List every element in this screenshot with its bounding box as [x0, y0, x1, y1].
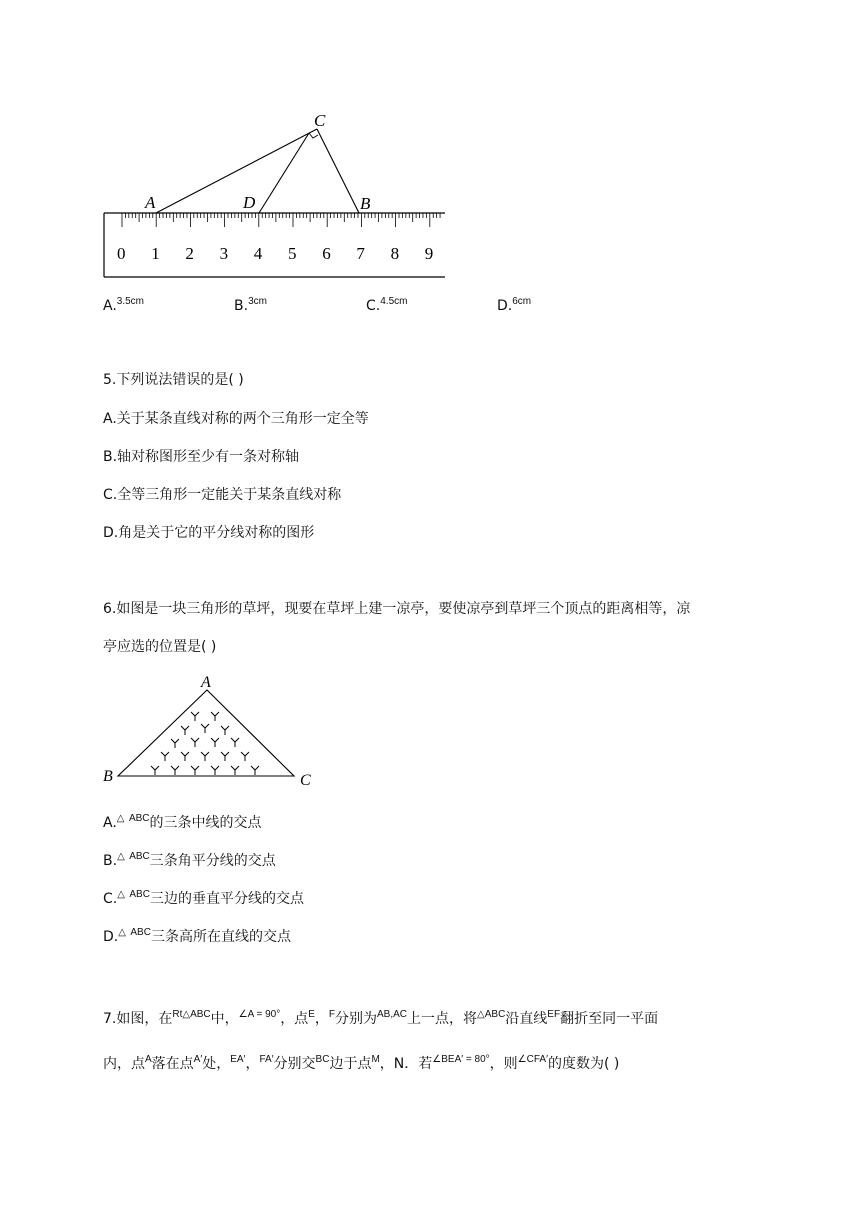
option-letter: B. — [103, 853, 118, 869]
grass-mark — [161, 752, 169, 761]
ruler-number: 8 — [390, 244, 400, 263]
ruler-number: 0 — [117, 244, 126, 263]
option-value: 3cm — [248, 296, 267, 307]
math: A — [145, 1054, 152, 1065]
grass-mark — [181, 726, 189, 735]
text: 翻折至同一平面 — [560, 1011, 659, 1027]
grass-mark — [191, 712, 199, 721]
math: E — [308, 1009, 315, 1020]
text: 处， — [202, 1056, 231, 1072]
option-text: 三条高所在直线的交点 — [150, 929, 291, 945]
q4-option-c — [366, 297, 407, 317]
label-a: A — [201, 674, 211, 691]
text: ，N．若 — [379, 1056, 433, 1072]
option-text: 三条角平分线的交点 — [149, 853, 276, 869]
ruler-number: 4 — [253, 244, 263, 263]
math: EF — [547, 1009, 561, 1020]
triangle-symbol: △ — [118, 927, 126, 938]
right-angle-mark — [309, 133, 318, 138]
label-d: D — [243, 193, 256, 212]
grass-mark — [251, 766, 259, 775]
option-text: 的三条中线的交点 — [149, 815, 262, 831]
text: 边于点 — [329, 1056, 372, 1072]
ruler-number: 9 — [424, 244, 434, 263]
triangle-name: ABC — [130, 927, 151, 938]
q5-option-d: D.角是关于它的平分线对称的图形 — [103, 525, 315, 541]
grass-mark — [231, 766, 239, 775]
text: 内，点 — [103, 1056, 145, 1072]
math: ABC — [190, 1009, 211, 1020]
triangle-name: ABC — [129, 889, 150, 900]
lawn-triangle — [118, 690, 294, 776]
option-letter: C. — [366, 298, 381, 314]
grass-mark — [151, 766, 159, 775]
math: A′ — [193, 1054, 203, 1065]
option-text: 三边的垂直平分线的交点 — [149, 891, 304, 907]
grass-mark — [221, 726, 229, 735]
segment-cd — [259, 133, 309, 213]
ruler-number: 1 — [151, 244, 160, 263]
grass-mark — [211, 712, 219, 721]
text: ， — [314, 1011, 329, 1027]
option-letter: A. — [103, 298, 117, 314]
q6-option-c — [103, 890, 304, 910]
grass-mark — [221, 752, 229, 761]
q7-stem-line2 — [103, 1055, 619, 1075]
triangle-symbol: △ — [117, 889, 125, 900]
q6-stem-line2: 亭应选的位置是( ) — [103, 639, 217, 655]
text: 中， — [210, 1011, 239, 1027]
grass-mark — [171, 766, 179, 775]
triangle-name: ABC — [128, 813, 150, 824]
ruler-number: 3 — [219, 244, 229, 263]
math: ∠BEA′ = 80° — [432, 1054, 490, 1065]
text: 上一点，将 — [407, 1011, 478, 1027]
math: BC — [315, 1054, 330, 1065]
math: △ — [477, 1009, 485, 1020]
ruler-number: 7 — [356, 244, 365, 263]
ruler-triangle-figure — [95, 105, 455, 285]
segment-ac — [156, 129, 317, 213]
option-letter: D. — [497, 298, 513, 314]
label-b: B — [360, 194, 371, 213]
grass-mark — [201, 724, 209, 733]
q5-option-a: A.关于某条直线对称的两个三角形一定全等 — [103, 411, 369, 427]
q5-stem: 5.下列说法错误的是( ) — [103, 372, 244, 388]
option-value: 3.5cm — [116, 296, 145, 307]
label-a: A — [145, 193, 156, 212]
option-letter: B. — [234, 298, 249, 314]
ruler-number: 6 — [322, 244, 331, 263]
option-letter: C. — [103, 891, 118, 907]
math: EA′ — [230, 1054, 246, 1065]
grass-mark — [191, 766, 199, 775]
option-value: 4.5cm — [380, 296, 408, 307]
math: ∠A = 90° — [238, 1009, 281, 1020]
grass-mark — [171, 739, 179, 748]
triangle-symbol: △ — [116, 813, 125, 824]
label-c: C — [300, 772, 311, 789]
ruler-numbers — [117, 244, 433, 263]
option-letter: D. — [103, 929, 119, 945]
q5-option-c: C.全等三角形一定能关于某条直线对称 — [103, 487, 342, 503]
q6-option-b — [103, 852, 276, 872]
grass-mark — [201, 752, 209, 761]
ruler-ticks — [122, 213, 440, 227]
math: F — [328, 1009, 336, 1020]
q4-option-d — [497, 297, 531, 317]
text: ，点 — [280, 1011, 309, 1027]
text: ，则 — [489, 1056, 518, 1072]
segment-cb — [317, 129, 359, 213]
q6-stem-line1: 6.如图是一块三角形的草坪，现要在草坪上建一凉亭，要使凉亭到草坪三个顶点的距离相等，凉 — [103, 601, 691, 617]
text: 落在点 — [151, 1056, 194, 1072]
text: 沿直线 — [505, 1011, 548, 1027]
math: ABC — [484, 1009, 506, 1020]
lawn-triangle-figure — [100, 672, 320, 792]
grass-marks — [151, 712, 259, 775]
grass-mark — [211, 766, 219, 775]
grass-mark — [181, 752, 189, 761]
label-c: C — [314, 111, 326, 130]
q6-option-a — [103, 814, 262, 834]
q5-option-b: B.轴对称图形至少有一条对称轴 — [103, 449, 300, 465]
q6-option-d — [103, 928, 291, 948]
triangle-symbol: △ — [117, 851, 125, 862]
option-letter: A. — [103, 815, 117, 831]
math: △ — [182, 1009, 191, 1020]
text: 7.如图，在 — [103, 1011, 173, 1027]
label-b: B — [103, 768, 113, 785]
text: 分别为 — [335, 1011, 378, 1027]
grass-mark — [241, 752, 249, 761]
math: Rt — [172, 1009, 183, 1020]
ruler-number: 5 — [288, 244, 297, 263]
ruler-number: 2 — [185, 244, 194, 263]
text: ， — [245, 1056, 260, 1072]
math: FA′ — [259, 1054, 274, 1065]
q4-option-b — [234, 297, 267, 317]
grass-mark — [231, 738, 239, 747]
q7-stem-line1 — [103, 1010, 658, 1030]
math: ∠CFA′ — [517, 1054, 548, 1065]
text: 分别交 — [273, 1056, 316, 1072]
grass-mark — [211, 738, 219, 747]
math: M — [371, 1054, 380, 1065]
option-value: 6cm — [512, 296, 532, 307]
grass-mark — [191, 738, 199, 747]
triangle-name: ABC — [129, 851, 150, 862]
text: 的度数为( ) — [547, 1056, 620, 1072]
q4-option-a — [103, 297, 144, 317]
math: AB,AC — [377, 1009, 408, 1020]
